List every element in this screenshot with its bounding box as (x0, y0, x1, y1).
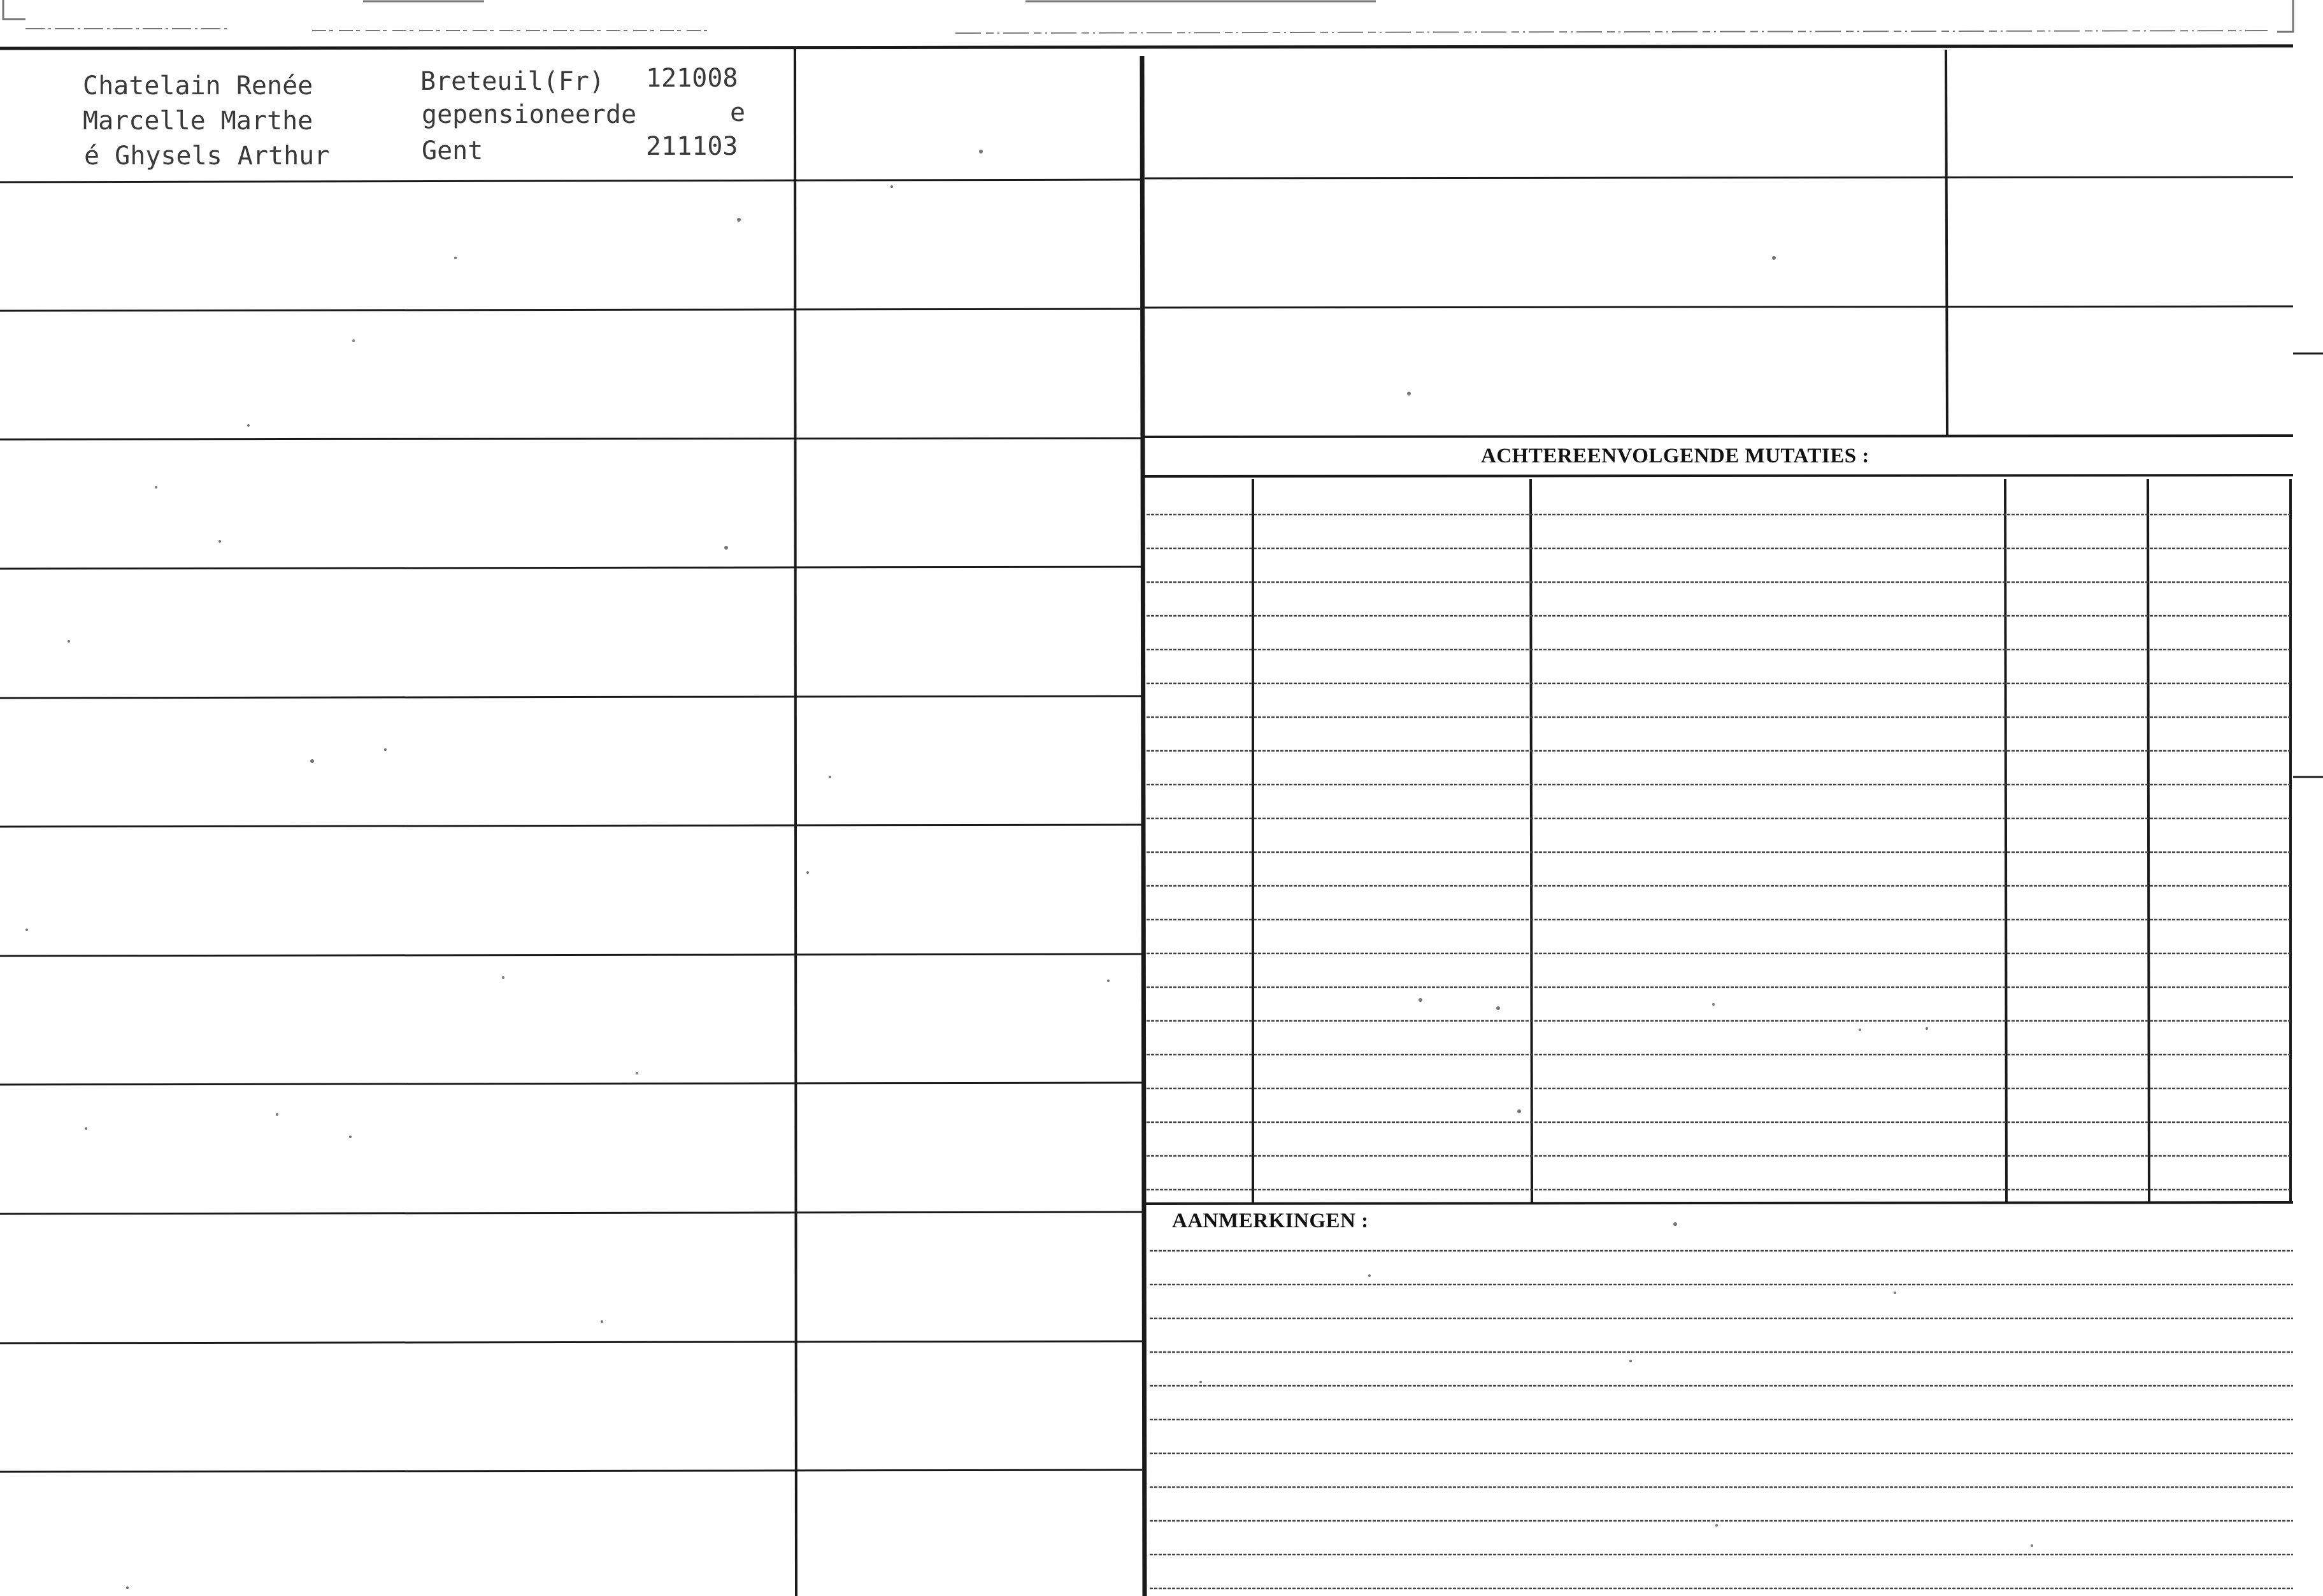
scan-specks (25, 150, 2033, 1589)
entry-residence: Gent (422, 136, 483, 166)
remarks-ruling (1150, 1251, 2293, 1588)
mutations-ruling (1147, 515, 2291, 1190)
entry-residence-code: 211103 (646, 132, 738, 161)
grid-lines (0, 46, 2323, 1596)
entry-name-line-3: é Ghysels Arthur (84, 141, 330, 171)
entry-occupation-suffix: e (730, 98, 746, 127)
entry-name-line-2: Marcelle Marthe (83, 106, 313, 136)
top-edge (3, 0, 2293, 33)
entry-birthdate: 121008 (646, 64, 738, 93)
entry-name-line-1: Chatelain Renée (83, 71, 313, 101)
entry-birthplace: Breteuil(Fr) (420, 67, 604, 96)
mutations-heading: ACHTEREENVOLGENDE MUTATIES : (1481, 445, 1869, 467)
entry-occupation: gepensioneerde (422, 100, 637, 129)
remarks-heading: AANMERKINGEN : (1172, 1209, 1369, 1232)
